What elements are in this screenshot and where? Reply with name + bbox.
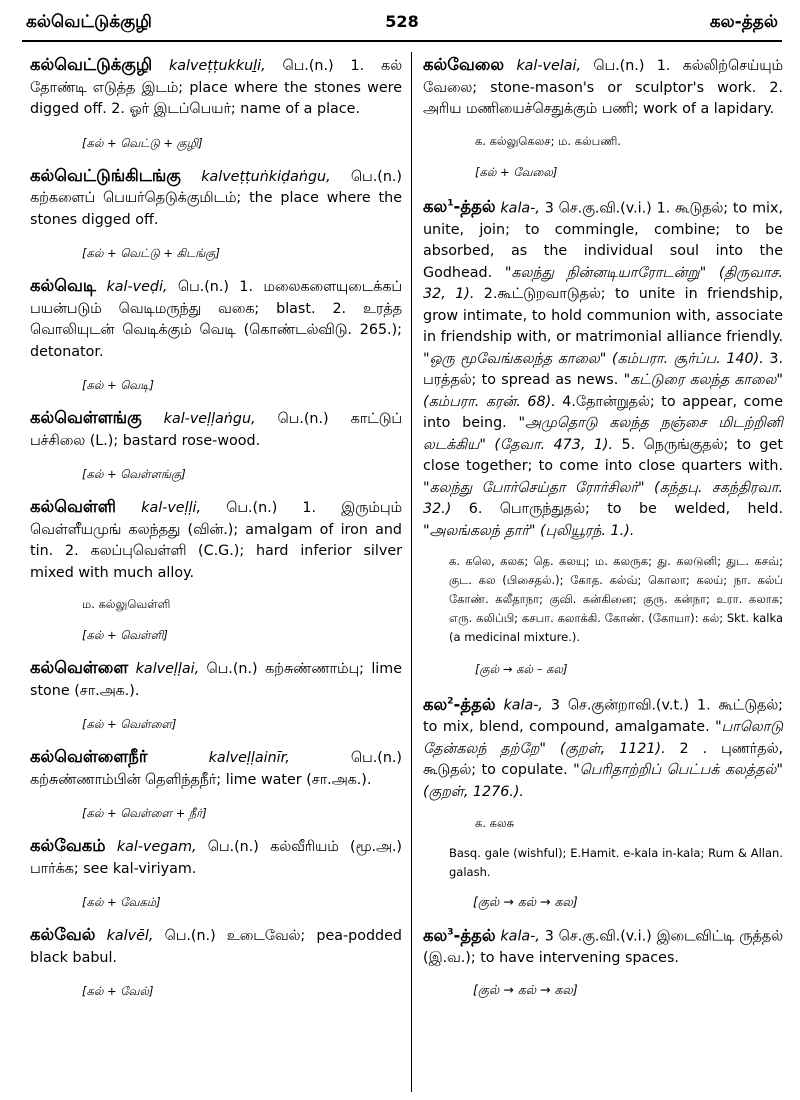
headword: [423, 197, 496, 216]
headword: கல்வெள்ளைநீர்: [30, 747, 148, 766]
headword-suffix: -த்தல்: [453, 694, 496, 714]
cognates: க. கல்லுகெலச; ம. கல்பணி.: [475, 133, 621, 148]
cognates: ம. கல்லுவெள்ளி: [82, 597, 171, 611]
quotation: "அலங்கலந் தார்" (புலியூரந். 1.).: [423, 522, 635, 539]
etymology: [கல் + வேல்]: [82, 984, 154, 998]
definition-part: 3. பரத்தல்; to spread as news.: [423, 350, 784, 388]
quotation: "கலந்து போர்செய்தா ரோர்சிலர்" (கந்தபு. சகந்திரவா. 32.): [423, 479, 783, 517]
etymology: [கல் + வெள்ளி]: [82, 628, 168, 642]
entry: [30, 924, 402, 969]
transliteration: kalvēl,: [106, 928, 154, 944]
sense-number: 1: [447, 198, 454, 209]
page-number: 528: [385, 12, 419, 31]
quotation: "ஒரு மூவேங்கலந்த காலை" (கம்பரா. சூர்ப்ப. 140).: [423, 350, 764, 367]
transliteration: kala-,: [500, 200, 540, 216]
entry: [423, 194, 783, 543]
headword: கல்வேலை: [423, 55, 505, 74]
entry: [423, 54, 783, 121]
cognates-other: Basq. gale (wishful); E.Hamit. e-kala in-kala; Rum & Allan. galash.: [449, 846, 783, 879]
cognates: க. கலசு: [475, 816, 515, 830]
transliteration: kala-,: [500, 928, 540, 945]
etymology: [கல் + வெள்ளை]: [82, 717, 177, 731]
etymology: [குல் → கல் – கல]: [475, 662, 568, 676]
quotation: "அமுதொடு கலந்த நஞ்சை மிடற்றினி லடக்கிய" (தேவா. 473, 1).: [423, 415, 783, 453]
transliteration: kal-veḍi,: [106, 279, 168, 295]
entry: [30, 407, 402, 452]
etymology: [கல் + வேலை]: [475, 164, 558, 179]
quotation: "பெரிதாற்றிப் பெட்பக் கலத்தல்" (குறள், 1276.).: [423, 762, 783, 800]
cognates: க. கலெ, கலக; தெ. கலயு; ம. கலருக; து. கலடுனி; துட. கசவ்; குட. கல (பிசைதல்.); கோத. கல்வ்; கொலா; கலய்; நா. கல்ப் கோண். கலீதாநா; குவி. கன்கினை; குரு. கன்நா; உரா. கலாக; எரு. கலிப்பி; கசபா. கலாக்கி. கோண். (கோயா): கல்; Skt. kalka (a medicinal mixture.).: [449, 554, 783, 644]
transliteration: kal-veḷḷi,: [141, 500, 202, 516]
entry: [30, 746, 402, 791]
transliteration: kalveḷḷainīr,: [208, 750, 290, 766]
running-head-right: கல-த்தல்: [709, 12, 778, 32]
etymology: [குல் → கல் → கல]: [473, 981, 578, 997]
sense-number: 2: [447, 696, 454, 706]
definition: பெ.(n.) கற்சுண்ணாம்பின் தெளிந்தநீர்; lime water (சா.அக.).: [30, 750, 402, 788]
entry: [30, 657, 402, 702]
running-head-left: கல்வெட்டுக்குழி: [26, 12, 152, 32]
headword-stem: கல: [423, 925, 448, 945]
right-column: [423, 54, 783, 1010]
entry: [30, 54, 402, 121]
definition: பெ.(n.) காட்டுப் பச்சிலை (L.); bastard rose-wood.: [30, 411, 402, 449]
transliteration: kal-velai,: [516, 58, 582, 74]
entry: [423, 922, 783, 970]
definition: பெ.(n.) 1. இரும்பும் வெள்ளீயமுங் கலந்தது (வின்.); amalgam of iron and tin. 2. கலப்புவெள்ளி (C.G.); hard inferior silver mixed with much alloy.: [30, 500, 403, 581]
headword: கல்வெள்ளி: [30, 497, 117, 516]
definition: 3 செ.கு.வி.(v.i.) இடைவிட்டி ருத்தல் (இ.வ.); to have intervening spaces.: [423, 928, 783, 966]
definition-part: 4.தோன்றுதல்; to appear, come into being.: [423, 393, 784, 431]
entry: [30, 835, 402, 880]
transliteration: kalveṭṭuṅkiḍaṅgu,: [201, 168, 331, 185]
definition: பெ.(n.) கல்வீரியம் (மூ.அ.) பார்க்க; see kal-viriyam.: [30, 839, 402, 877]
definition-part: 2.கூட்டுறவாடுதல்; to unite in friendship, grow intimate, to hold communion with, associate in friendship with, or matrimonial alliance friendly.: [423, 286, 783, 345]
transliteration: kalveṭṭukkuḻi,: [169, 58, 266, 74]
headword: கல்வெள்ளை: [30, 658, 129, 677]
headword: கல்வேகம்: [30, 836, 106, 855]
definition: பெ.(n.) 1. கல் தோண்டி எடுத்த இடம்; place where the stones were digged off. 2. ஓர் இடப்பெயர்; name of a place.: [30, 58, 403, 117]
definition-part: 3 செ.குன்றாவி.(v.t.) 1. கூட்டுதல்; to mix, blend, compound, amalgamate.: [423, 697, 783, 735]
definition-part: 2 . புணர்தல், கூடுதல்; to copulate.: [423, 740, 783, 778]
definition: பெ.(n.) கற்சுண்ணாம்பு; lime stone (சா.அக.).: [30, 661, 403, 699]
headword: [423, 695, 496, 714]
etymology: [கல் + வெள்ளை + நீர்]: [82, 806, 207, 820]
headword-stem: கல: [423, 197, 448, 216]
entry: [30, 496, 402, 584]
definition-part: 3 செ.கு.வி.(v.i.) 1. கூடுதல்; to mix, unite, join; to commingle, combine; to be absorbed, as the individual soul into the Godhead.: [423, 200, 784, 281]
transliteration: kalveḷḷai,: [135, 661, 200, 677]
column-divider: [411, 52, 412, 1092]
quotation: "பாலொடு தேன்கலந் தற்றே" (குறள், 1121).: [423, 719, 783, 757]
definition: பெ.(n.) 1. கல்லிற்செய்யும் வேலை; stone-mason's or sculptor's work. 2. அரிய மணியைச்செதுக்கும் பணி; work of a lapidary.: [423, 58, 784, 117]
etymology: [கல் + வேகம்]: [82, 895, 161, 909]
definition-part: 6. பொருந்துதல்; to be welded, held.: [451, 501, 783, 517]
etymology: [கல் + வெடி]: [82, 378, 154, 392]
headword-suffix: -த்தல்: [453, 197, 496, 216]
sense-number: 3: [447, 927, 454, 937]
entry: [30, 165, 402, 232]
definition-part: 5. நெருங்குதல்; to get close together; to come into close quarters with.: [423, 436, 783, 474]
left-column: [30, 54, 402, 1013]
transliteration: kal-veḷḷaṅgu,: [163, 411, 256, 427]
etymology: [குல் → கல் → கல]: [473, 894, 578, 909]
headword: கல்வெட்டுங்கிடங்கு: [30, 165, 181, 185]
headword: கல்வேல்: [30, 925, 96, 944]
transliteration: kala-,: [503, 697, 543, 714]
etymology: [கல் + வெட்டு + குழி]: [82, 135, 203, 150]
headword: [423, 926, 496, 945]
etymology: [கல் + வெள்ளங்கு]: [82, 467, 186, 481]
headword: கல்வெட்டுக்குழி: [30, 55, 153, 74]
transliteration: kal-vegam,: [116, 839, 197, 855]
definition: பெ.(n.) 1. மலைகளையுடைக்கப் பயன்படும் வெடிமருந்து வகை; blast. 2. உரத்த வொலியுடன் வெடிக்கும் வெடி (கொண்டல்விடு. 265.); detonator.: [30, 279, 403, 360]
headword-suffix: -த்தல்: [453, 925, 496, 945]
quotation: "கலந்து நின்னடியாரோடன்று" (திருவாச. 32, 1).: [423, 264, 783, 302]
page-header: [0, 0, 800, 40]
etymology: [கல் + வெட்டு + கிடங்கு]: [82, 246, 220, 260]
headword: கல்வெள்ளங்கு: [30, 408, 142, 427]
entry: [30, 275, 402, 363]
headword-stem: கல: [423, 694, 448, 714]
entry: [423, 691, 783, 803]
definition: பெ.(n.) கற்களைப் பெயர்தெடுக்குமிடம்; the place where the stones digged off.: [30, 168, 402, 228]
header-rule: [22, 40, 782, 42]
quotation: "கட்டுரை கலந்த காலை" (கம்பரா. கரன். 68).: [423, 372, 784, 410]
definition: பெ.(n.) உடைவேல்; pea-podded black babul.: [30, 928, 402, 966]
headword: கல்வெடி: [30, 276, 97, 295]
